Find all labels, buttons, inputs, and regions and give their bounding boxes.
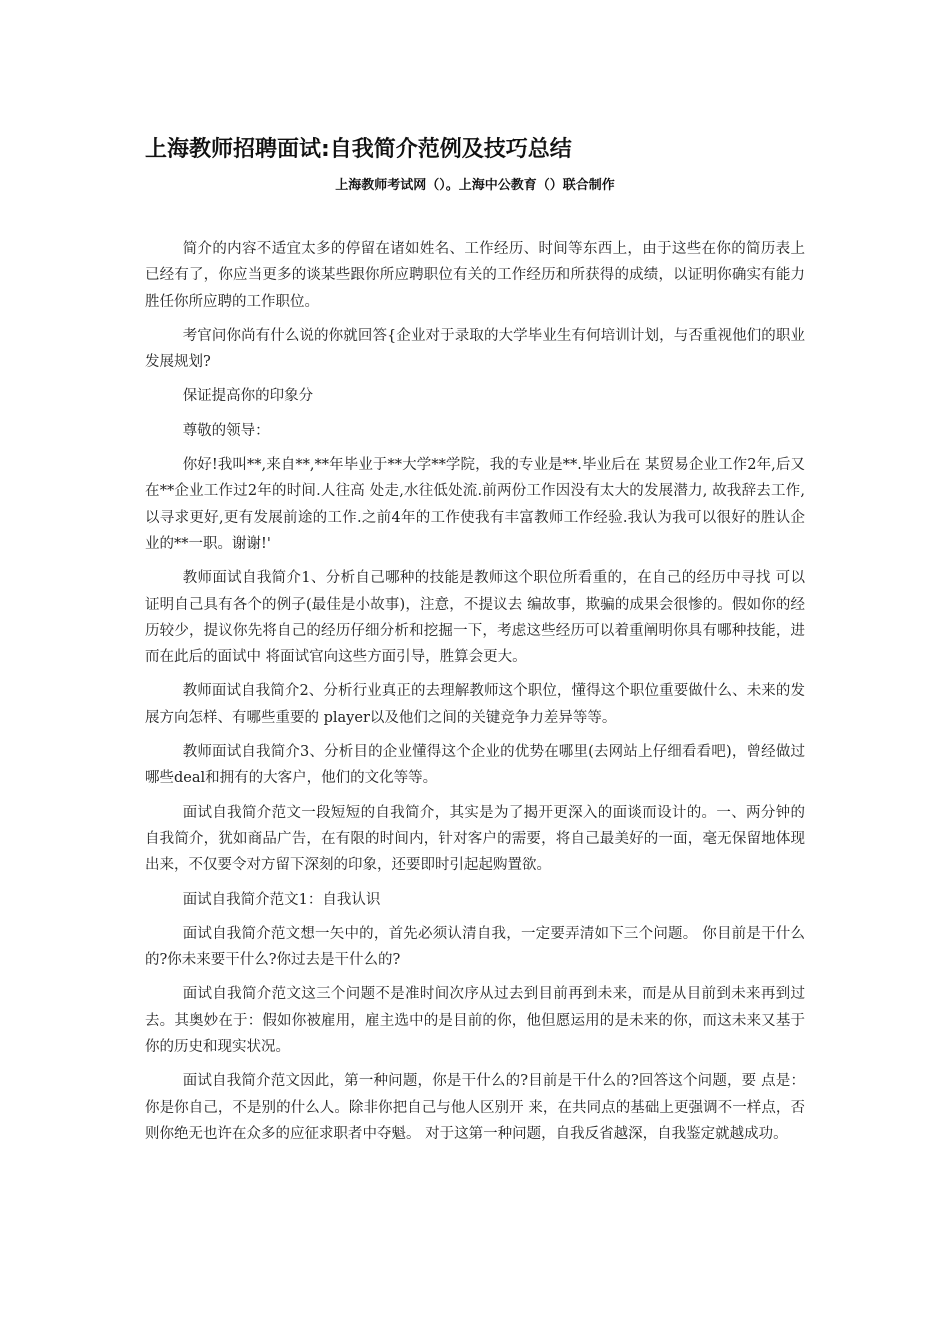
paragraph-three-questions: 面试自我简介范文想一矢中的，首先必须认清自我，一定要弄清如下三个问题。 你目前是干什么的?你未来要干什么?你过去是干什么的? bbox=[145, 925, 805, 969]
paragraph-tip-3: 教师面试自我简介3、分析目的企业懂得这个企业的优势在哪里(去网站上仔细看看吧)，曾经做过哪些deal和拥有的大客户，他们的文化等等。 bbox=[145, 744, 805, 787]
paragraph-tip-1: 教师面试自我简介1、分析自己哪种的技能是教师这个职位所看重的，在自己的经历中寻找 可以证明自己具有各个的例子(最佳是小故事)，注意，不提议去 编故事，欺骗的成果会很惨的。假如你的经历较少，提议你先将自己的经历仔细分析和挖掘一下，考虑这些经历可以着重阐明你具有哪种技能，进而在此后的面试中 将面试官向这些方面引导，胜算会更大。 bbox=[145, 570, 805, 666]
paragraph-question-tip: 考官问你尚有什么说的你就回答{企业对于录取的大学毕业生有何培训计划，与否重视他们的职业发展规划? bbox=[145, 327, 805, 371]
paragraph-sample-essay: 面试自我简介范文一段短短的自我简介，其实是为了揭开更深入的面谈而设计的。一、两分钟的自我简介，犹如商品广告，在有限的时间内，针对客户的需要，将自己最美好的一面，毫无保留地体现出来，不仅要令对方留下深刻的印象，还要即时引起起购置欲。 bbox=[145, 804, 805, 874]
paragraph-salutation: 尊敬的领导： bbox=[182, 422, 270, 439]
document-title: 上海教师招聘面试:自我简介范例及技巧总结 bbox=[145, 137, 572, 162]
paragraph-question-order: 面试自我简介范文这三个问题不是准时间次序从过去到目前再到未来，而是从目前到未来再到过去。其奥妙在于：假如你被雇用，雇主选中的是目前的你，他但愿运用的是未来的你，而这未来又基于你的历史和现实状况。 bbox=[145, 986, 805, 1056]
document-subtitle: 上海教师考试网（）。上海中公教育（）联合制作 bbox=[335, 178, 615, 193]
paragraph-sample-intro: 你好!我叫**,来自**,**年毕业于**大学**学院，我的专业是**.毕业后在 某贸易企业工作2年,后又在**企业工作过2年的时间.人往高 处走,水往低处流.前两份工作因没有太大的发展潜力, 故我辞去工作,以寻求更好,更有发展前途的工作.之前4年的工作使我有丰富教师工作经验.我认为我可以很好的胜认企业的**一职。谢谢!' bbox=[145, 457, 805, 552]
paragraph-sample-heading: 面试自我简介范文1：自我认识 bbox=[182, 891, 381, 908]
document-body bbox=[145, 236, 805, 1155]
paragraph-intro-advice: 简介的内容不适宜太多的停留在诸如姓名、工作经历、时间等东西上，由于这些在你的简历表上已经有了，你应当更多的谈某些跟你所应聘职位有关的工作经历和所获得的成绩，以证明你确实有能力胜任你所应聘的工作职位。 bbox=[145, 241, 805, 310]
paragraph-impression: 保证提高你的印象分 bbox=[182, 388, 314, 405]
paragraph-tip-2: 教师面试自我简介2、分析行业真正的去理解教师这个职位，懂得这个职位重要做什么、未来的发展方向怎样、有哪些重要的 player以及他们之间的关键竞争力差异等等。 bbox=[145, 683, 805, 726]
paragraph-first-question: 面试自我简介范文因此，第一种问题，你是干什么的?目前是干什么的?回答这个问题，要 点是：你是你自己，不是别的什么人。除非你把自己与他人区别开 来，在共同点的基础上更强调不一样点，否则你绝无也许在众多的应征求职者中夺魁。 对于这第一种问题，自我反省越深，自我鉴定就越成功。 bbox=[145, 1073, 805, 1142]
